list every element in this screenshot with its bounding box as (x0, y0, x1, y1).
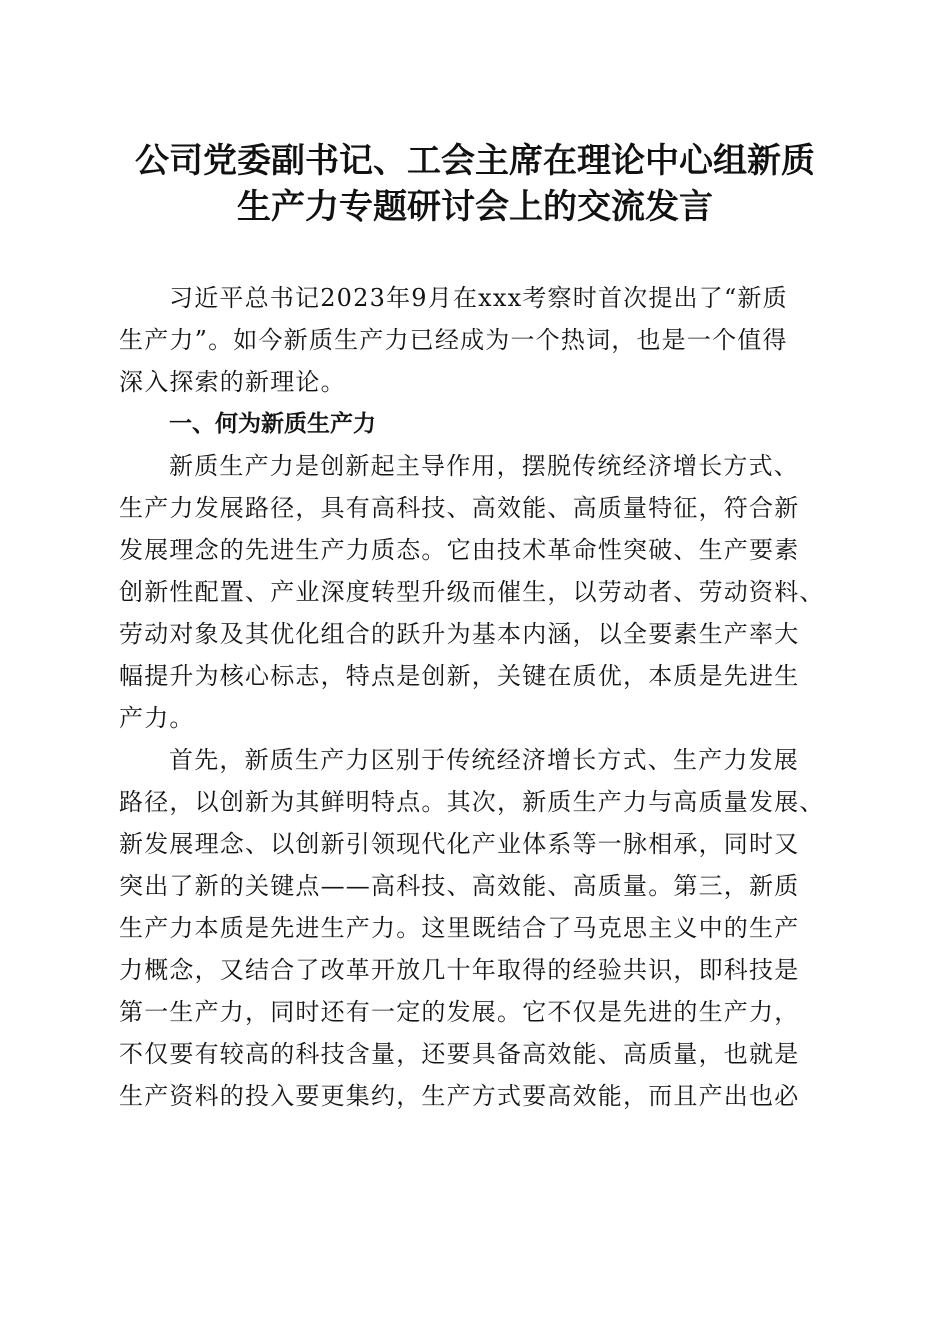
text-line: 幅提升为核心标志，特点是创新，关键在质优，本质是先进生 (119, 662, 800, 690)
text-line: 生产资料的投入要更集约，生产方式要高效能，而且产出也必 (119, 1082, 800, 1110)
text-line: 路径，以创新为其鲜明特点。其次，新质生产力与高质量发展、 (119, 788, 825, 816)
text-line: 生产力”。如今新质生产力已经成为一个热词，也是一个值得 (119, 326, 788, 354)
text-line: 力概念，又结合了改革开放几十年取得的经验共识，即科技是 (119, 956, 800, 984)
text-line: 生产力发展路径，具有高科技、高效能、高质量特征，符合新 (119, 494, 800, 522)
text-line: 首先，新质生产力区别于传统经济增长方式、生产力发展 (169, 746, 799, 774)
text-line: 发展理念的先进生产力质态。它由技术革命性突破、生产要素 (119, 536, 800, 564)
paragraph-definition (119, 445, 829, 739)
paragraph-intro (119, 277, 829, 403)
text-line: 新质生产力是创新起主导作用，摆脱传统经济增长方式、 (169, 452, 799, 480)
text-line: 第一生产力，同时还有一定的发展。它不仅是先进的生产力， (119, 998, 800, 1026)
text-line: 突出了新的关键点——高科技、高效能、高质量。第三，新质 (119, 872, 800, 900)
text-line: 劳动对象及其优化组合的跃升为基本内涵，以全要素生产率大 (119, 620, 800, 648)
text-line: 习近平总书记2023年9月在xxx考察时首次提出了“新质 (169, 284, 788, 312)
text-line: 不仅要有较高的科技含量，还要具备高效能、高质量，也就是 (119, 1040, 800, 1068)
section-heading: 一、何为新质生产力 (169, 411, 376, 437)
text-line: 深入探索的新理论。 (119, 368, 346, 396)
document-body (119, 277, 829, 1117)
document-title (0, 138, 950, 230)
paragraph-explanation (119, 739, 829, 1117)
text-line: 生产力本质是先进生产力。这里既结合了马克思主义中的生产 (119, 914, 800, 942)
text-line: 新发展理念、以创新引领现代化产业体系等一脉相承，同时又 (119, 830, 800, 858)
title-line-1: 公司党委副书记、工会主席在理论中心组新质 (135, 141, 815, 181)
title-line-2: 生产力专题研讨会上的交流发言 (237, 187, 713, 227)
text-line: 产力。 (119, 704, 195, 732)
text-line: 创新性配置、产业深度转型升级而催生，以劳动者、劳动资料、 (119, 578, 825, 606)
